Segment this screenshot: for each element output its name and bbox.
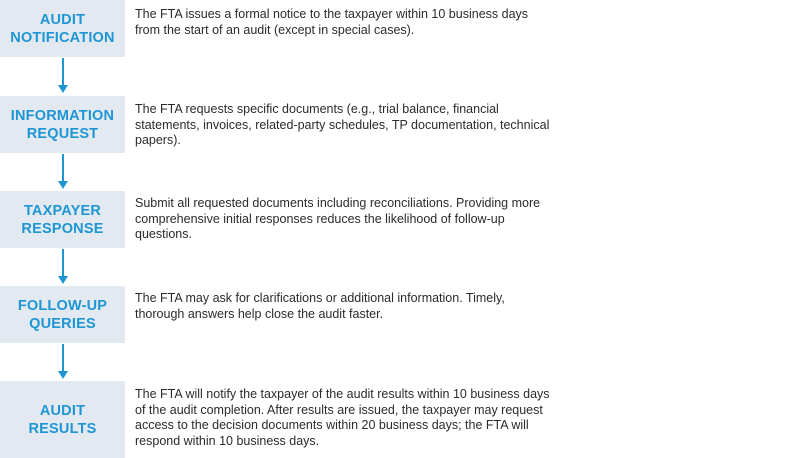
step-label-line: TAXPAYER bbox=[23, 202, 102, 219]
flow-arrow-down-icon bbox=[56, 344, 70, 380]
step-label-line: REQUEST bbox=[26, 125, 99, 142]
step-box-audit-notification bbox=[0, 0, 125, 57]
step-label-line: QUERIES bbox=[29, 315, 96, 332]
flow-arrow-down-icon bbox=[56, 249, 70, 285]
step-box-follow-up-queries bbox=[0, 286, 125, 343]
step-label-line: NOTIFICATION bbox=[10, 29, 115, 46]
step-description-taxpayer-response: Submit all requested documents including reconciliations. Providing more comprehensive initial responses reduces the likelihood of follow-up questions. bbox=[135, 196, 541, 242]
step-label-line: FOLLOW-UP bbox=[17, 297, 108, 314]
step-label-line: AUDIT bbox=[39, 402, 86, 419]
step-box-audit-results bbox=[0, 381, 125, 458]
step-label-line: RESULTS bbox=[28, 420, 97, 437]
step-box-information-request bbox=[0, 96, 125, 153]
step-label-line: INFORMATION bbox=[10, 107, 115, 124]
step-description-audit-notification: The FTA issues a formal notice to the taxpayer within 10 business days from the start of an audit (except in special cases). bbox=[135, 7, 529, 37]
step-box-taxpayer-response bbox=[0, 191, 125, 248]
step-description-audit-results: The FTA will notify the taxpayer of the audit results within 10 business days of the audit completion. After results are issued, the taxpayer may request access to the decision documents within 20 business days; the FTA will respond within 10 business days. bbox=[135, 387, 550, 448]
flow-arrow-down-icon bbox=[56, 154, 70, 190]
step-label-line: AUDIT bbox=[39, 11, 86, 28]
step-label-line: RESPONSE bbox=[21, 220, 104, 237]
step-description-follow-up-queries: The FTA may ask for clarifications or additional information. Timely, thorough answers help close the audit faster. bbox=[135, 291, 505, 321]
step-description-information-request: The FTA requests specific documents (e.g., trial balance, financial statements, invoices, related-party schedules, TP documentation, technical papers). bbox=[135, 102, 550, 148]
flow-arrow-down-icon bbox=[56, 58, 70, 94]
